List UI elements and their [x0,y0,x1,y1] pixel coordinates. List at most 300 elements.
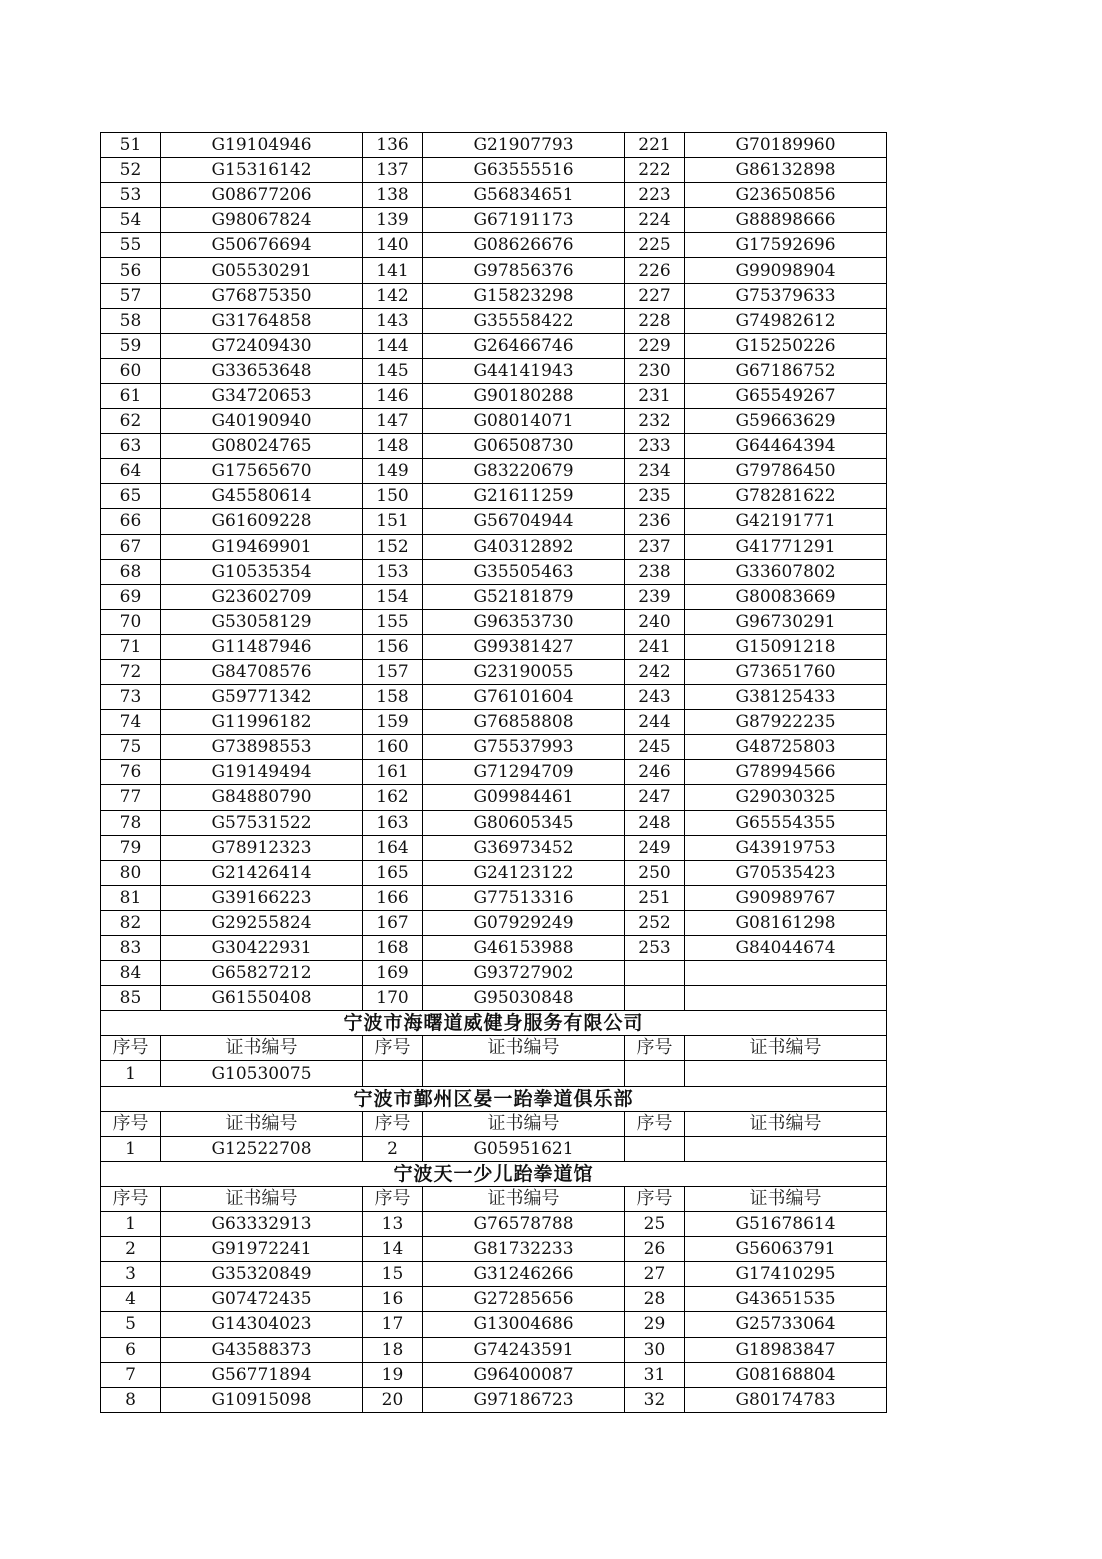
seq-cell [625,1061,685,1086]
cert-number-cell: G11996182 [161,710,363,735]
seq-cell: 78 [101,810,161,835]
cert-number-cell: G17592696 [685,233,887,258]
cert-number-cell: G99381427 [423,634,625,659]
cert-number-cell: G23650856 [685,183,887,208]
seq-cell: 225 [625,233,685,258]
seq-cell: 141 [363,258,423,283]
seq-cell: 74 [101,710,161,735]
cert-number-cell: G07929249 [423,910,625,935]
cert-number-cell: G78912323 [161,835,363,860]
seq-cell: 232 [625,409,685,434]
seq-cell: 4 [101,1287,161,1312]
table-row [101,484,887,509]
cert-number-header: 证书编号 [423,1036,625,1061]
certificate-list-sheet [100,132,886,1413]
column-header-row [101,1186,887,1211]
seq-cell: 68 [101,559,161,584]
seq-cell [625,1136,685,1161]
seq-cell: 29 [625,1312,685,1337]
seq-cell: 13 [363,1212,423,1237]
seq-cell: 72 [101,659,161,684]
cert-number-header: 证书编号 [685,1036,887,1061]
table-row [101,835,887,860]
table-row [101,534,887,559]
seq-cell: 79 [101,835,161,860]
table-row [101,609,887,634]
cert-number-cell [423,1061,625,1086]
seq-cell: 53 [101,183,161,208]
seq-cell: 81 [101,885,161,910]
cert-number-cell: G07472435 [161,1287,363,1312]
cert-number-cell: G52181879 [423,584,625,609]
cert-number-cell: G08024765 [161,434,363,459]
cert-number-cell: G75379633 [685,283,887,308]
table-row [101,910,887,935]
table-row [101,509,887,534]
cert-number-cell: G78994566 [685,760,887,785]
table-row [101,459,887,484]
table-row [101,383,887,408]
seq-cell: 56 [101,258,161,283]
seq-cell: 6 [101,1337,161,1362]
cert-number-cell: G17410295 [685,1262,887,1287]
seq-cell: 25 [625,1212,685,1237]
seq-cell: 144 [363,333,423,358]
cert-number-cell: G86132898 [685,158,887,183]
table-row [101,133,887,158]
cert-number-cell: G84880790 [161,785,363,810]
cert-number-header: 证书编号 [161,1111,363,1136]
section-title: 宁波市海曙道威健身服务有限公司 [101,1011,887,1036]
cert-number-cell: G63332913 [161,1212,363,1237]
cert-number-cell: G76578788 [423,1212,625,1237]
cert-number-cell: G61609228 [161,509,363,534]
cert-number-cell: G64464394 [685,434,887,459]
seq-cell: 160 [363,735,423,760]
cert-number-cell: G35558422 [423,308,625,333]
cert-number-cell: G31764858 [161,308,363,333]
seq-cell: 75 [101,735,161,760]
cert-number-cell: G74243591 [423,1337,625,1362]
cert-number-cell: G27285656 [423,1287,625,1312]
seq-cell: 1 [101,1061,161,1086]
seq-cell: 18 [363,1337,423,1362]
table-row [101,1287,887,1312]
cert-number-cell: G84044674 [685,936,887,961]
cert-number-cell: G10535354 [161,559,363,584]
cert-number-cell: G96400087 [423,1362,625,1387]
cert-number-cell: G57531522 [161,810,363,835]
table-row [101,183,887,208]
seq-cell: 167 [363,910,423,935]
seq-cell: 26 [625,1237,685,1262]
seq-cell: 159 [363,710,423,735]
seq-cell [363,1061,423,1086]
seq-cell: 229 [625,333,685,358]
seq-cell: 59 [101,333,161,358]
seq-cell: 243 [625,685,685,710]
seq-cell: 71 [101,634,161,659]
cert-number-cell: G90180288 [423,383,625,408]
seq-cell: 231 [625,383,685,408]
seq-cell: 67 [101,534,161,559]
cert-number-cell: G48725803 [685,735,887,760]
table-row [101,785,887,810]
cert-number-cell [685,961,887,986]
seq-cell: 27 [625,1262,685,1287]
table-row [101,1262,887,1287]
seq-cell: 17 [363,1312,423,1337]
cert-number-cell: G08626676 [423,233,625,258]
table-row [101,1362,887,1387]
seq-cell: 32 [625,1387,685,1412]
seq-cell: 55 [101,233,161,258]
cert-number-cell: G80174783 [685,1387,887,1412]
seq-cell: 5 [101,1312,161,1337]
table-row [101,1212,887,1237]
table-row [101,434,887,459]
certificate-table [100,132,887,1413]
table-row [101,810,887,835]
cert-number-cell: G05951621 [423,1136,625,1161]
seq-cell: 65 [101,484,161,509]
cert-number-header: 证书编号 [685,1111,887,1136]
cert-number-header: 证书编号 [161,1036,363,1061]
seq-cell: 244 [625,710,685,735]
seq-cell: 82 [101,910,161,935]
cert-number-cell: G31246266 [423,1262,625,1287]
section-title: 宁波天一少儿跆拳道馆 [101,1161,887,1186]
seq-cell: 20 [363,1387,423,1412]
cert-number-cell [685,986,887,1011]
cert-number-cell: G42191771 [685,509,887,534]
seq-cell: 250 [625,860,685,885]
seq-header: 序号 [363,1186,423,1211]
cert-number-cell: G40190940 [161,409,363,434]
cert-number-cell: G19104946 [161,133,363,158]
seq-cell: 16 [363,1287,423,1312]
seq-header: 序号 [363,1036,423,1061]
section-title-row [101,1086,887,1111]
column-header-row [101,1111,887,1136]
seq-cell: 57 [101,283,161,308]
cert-number-cell: G59771342 [161,685,363,710]
seq-cell: 162 [363,785,423,810]
seq-cell: 137 [363,158,423,183]
cert-number-header: 证书编号 [685,1186,887,1211]
cert-number-cell: G84708576 [161,659,363,684]
cert-number-cell: G71294709 [423,760,625,785]
table-row [101,735,887,760]
cert-number-cell: G08168804 [685,1362,887,1387]
seq-cell: 158 [363,685,423,710]
seq-cell: 62 [101,409,161,434]
seq-cell: 3 [101,1262,161,1287]
cert-number-cell: G95030848 [423,986,625,1011]
table-row [101,1312,887,1337]
seq-cell [625,961,685,986]
seq-cell: 155 [363,609,423,634]
cert-number-cell: G70189960 [685,133,887,158]
cert-number-cell: G30422931 [161,936,363,961]
cert-number-cell: G67191173 [423,208,625,233]
cert-number-header: 证书编号 [423,1111,625,1136]
seq-cell: 77 [101,785,161,810]
cert-number-cell: G96353730 [423,609,625,634]
cert-number-cell: G80083669 [685,584,887,609]
seq-cell: 228 [625,308,685,333]
seq-header: 序号 [363,1111,423,1136]
seq-cell: 84 [101,961,161,986]
cert-number-cell: G63555516 [423,158,625,183]
seq-cell: 31 [625,1362,685,1387]
seq-cell: 251 [625,885,685,910]
seq-cell: 60 [101,358,161,383]
cert-number-cell: G41771291 [685,534,887,559]
cert-number-cell: G36973452 [423,835,625,860]
seq-header: 序号 [101,1111,161,1136]
seq-cell: 238 [625,559,685,584]
seq-cell: 241 [625,634,685,659]
cert-number-cell: G15823298 [423,283,625,308]
seq-cell: 73 [101,685,161,710]
cert-number-cell: G44141943 [423,358,625,383]
cert-number-cell: G79786450 [685,459,887,484]
seq-cell: 152 [363,534,423,559]
seq-cell: 234 [625,459,685,484]
cert-number-cell: G43919753 [685,835,887,860]
seq-cell: 230 [625,358,685,383]
seq-cell: 150 [363,484,423,509]
cert-number-cell: G90989767 [685,885,887,910]
seq-cell: 7 [101,1362,161,1387]
column-header-row [101,1036,887,1061]
seq-cell: 161 [363,760,423,785]
seq-cell: 246 [625,760,685,785]
seq-cell: 164 [363,835,423,860]
seq-cell: 242 [625,659,685,684]
cert-number-cell: G76875350 [161,283,363,308]
cert-number-cell: G08014071 [423,409,625,434]
cert-number-cell [685,1136,887,1161]
cert-number-cell: G61550408 [161,986,363,1011]
seq-cell: 54 [101,208,161,233]
cert-number-cell: G65549267 [685,383,887,408]
cert-number-cell: G25733064 [685,1312,887,1337]
table-row [101,1136,887,1161]
cert-number-cell: G77513316 [423,885,625,910]
seq-cell [625,986,685,1011]
seq-cell: 143 [363,308,423,333]
seq-cell: 85 [101,986,161,1011]
cert-number-cell: G09984461 [423,785,625,810]
seq-cell: 15 [363,1262,423,1287]
cert-number-cell: G73651760 [685,659,887,684]
seq-cell: 154 [363,584,423,609]
table-row [101,710,887,735]
seq-cell: 61 [101,383,161,408]
seq-cell: 169 [363,961,423,986]
cert-number-cell: G29030325 [685,785,887,810]
cert-number-cell: G10915098 [161,1387,363,1412]
table-row [101,1337,887,1362]
section-title-row [101,1161,887,1186]
table-row [101,634,887,659]
table-row [101,559,887,584]
seq-cell: 14 [363,1237,423,1262]
cert-number-cell: G43651535 [685,1287,887,1312]
seq-cell: 156 [363,634,423,659]
seq-cell: 245 [625,735,685,760]
seq-cell: 2 [363,1136,423,1161]
seq-cell: 145 [363,358,423,383]
table-row [101,860,887,885]
cert-number-cell: G15316142 [161,158,363,183]
seq-cell: 248 [625,810,685,835]
cert-number-cell: G21426414 [161,860,363,885]
table-row [101,685,887,710]
seq-cell: 168 [363,936,423,961]
cert-number-cell: G46153988 [423,936,625,961]
seq-header: 序号 [625,1186,685,1211]
cert-number-cell: G26466746 [423,333,625,358]
section-title: 宁波市鄞州区晏一跆拳道俱乐部 [101,1086,887,1111]
cert-number-cell: G15250226 [685,333,887,358]
cert-number-cell: G21907793 [423,133,625,158]
cert-number-cell: G38125433 [685,685,887,710]
cert-number-cell: G11487946 [161,634,363,659]
cert-number-cell: G40312892 [423,534,625,559]
seq-cell: 58 [101,308,161,333]
cert-number-cell: G05530291 [161,258,363,283]
seq-cell: 247 [625,785,685,810]
seq-cell: 240 [625,609,685,634]
seq-cell: 147 [363,409,423,434]
seq-cell: 224 [625,208,685,233]
seq-cell: 153 [363,559,423,584]
cert-number-cell: G50676694 [161,233,363,258]
table-row [101,233,887,258]
cert-number-cell: G06508730 [423,434,625,459]
seq-header: 序号 [101,1186,161,1211]
cert-number-cell: G43588373 [161,1337,363,1362]
seq-cell: 227 [625,283,685,308]
table-row [101,659,887,684]
cert-number-cell: G81732233 [423,1237,625,1262]
seq-header: 序号 [101,1036,161,1061]
seq-cell: 148 [363,434,423,459]
cert-number-cell: G14304023 [161,1312,363,1337]
cert-number-cell [685,1061,887,1086]
cert-number-cell: G97186723 [423,1387,625,1412]
seq-cell: 221 [625,133,685,158]
table-row [101,333,887,358]
certificate-table-body [101,133,887,1413]
seq-header: 序号 [625,1111,685,1136]
seq-cell: 239 [625,584,685,609]
seq-cell: 51 [101,133,161,158]
table-row [101,1061,887,1086]
seq-cell: 66 [101,509,161,534]
table-row [101,961,887,986]
cert-number-cell: G53058129 [161,609,363,634]
table-row [101,258,887,283]
cert-number-cell: G87922235 [685,710,887,735]
seq-cell: 235 [625,484,685,509]
table-row [101,158,887,183]
cert-number-cell: G76101604 [423,685,625,710]
cert-number-cell: G97856376 [423,258,625,283]
cert-number-cell: G51678614 [685,1212,887,1237]
seq-cell: 136 [363,133,423,158]
seq-cell: 223 [625,183,685,208]
seq-cell: 80 [101,860,161,885]
seq-cell: 19 [363,1362,423,1387]
cert-number-cell: G56834651 [423,183,625,208]
cert-number-cell: G23190055 [423,659,625,684]
cert-number-cell: G76858808 [423,710,625,735]
table-row [101,584,887,609]
seq-cell: 170 [363,986,423,1011]
seq-cell: 140 [363,233,423,258]
seq-cell: 151 [363,509,423,534]
cert-number-cell: G80605345 [423,810,625,835]
cert-number-cell: G70535423 [685,860,887,885]
seq-cell: 70 [101,609,161,634]
seq-cell: 236 [625,509,685,534]
seq-cell: 64 [101,459,161,484]
seq-cell: 138 [363,183,423,208]
cert-number-cell: G08161298 [685,910,887,935]
cert-number-cell: G93727902 [423,961,625,986]
cert-number-cell: G35505463 [423,559,625,584]
seq-cell: 1 [101,1212,161,1237]
cert-number-cell: G67186752 [685,358,887,383]
cert-number-cell: G56704944 [423,509,625,534]
cert-number-cell: G10530075 [161,1061,363,1086]
seq-cell: 146 [363,383,423,408]
cert-number-cell: G19149494 [161,760,363,785]
seq-cell: 8 [101,1387,161,1412]
seq-cell: 149 [363,459,423,484]
seq-cell: 76 [101,760,161,785]
cert-number-cell: G08677206 [161,183,363,208]
cert-number-cell: G83220679 [423,459,625,484]
seq-header: 序号 [625,1036,685,1061]
table-row [101,208,887,233]
cert-number-cell: G78281622 [685,484,887,509]
cert-number-cell: G23602709 [161,584,363,609]
cert-number-cell: G75537993 [423,735,625,760]
cert-number-cell: G65827212 [161,961,363,986]
cert-number-cell: G88898666 [685,208,887,233]
cert-number-cell: G73898553 [161,735,363,760]
cert-number-cell: G13004686 [423,1312,625,1337]
cert-number-cell: G24123122 [423,860,625,885]
cert-number-cell: G33607802 [685,559,887,584]
cert-number-cell: G19469901 [161,534,363,559]
table-row [101,358,887,383]
cert-number-cell: G35320849 [161,1262,363,1287]
cert-number-cell: G21611259 [423,484,625,509]
seq-cell: 237 [625,534,685,559]
cert-number-header: 证书编号 [423,1186,625,1211]
cert-number-cell: G72409430 [161,333,363,358]
seq-cell: 142 [363,283,423,308]
cert-number-cell: G91972241 [161,1237,363,1262]
seq-cell: 2 [101,1237,161,1262]
cert-number-cell: G56771894 [161,1362,363,1387]
